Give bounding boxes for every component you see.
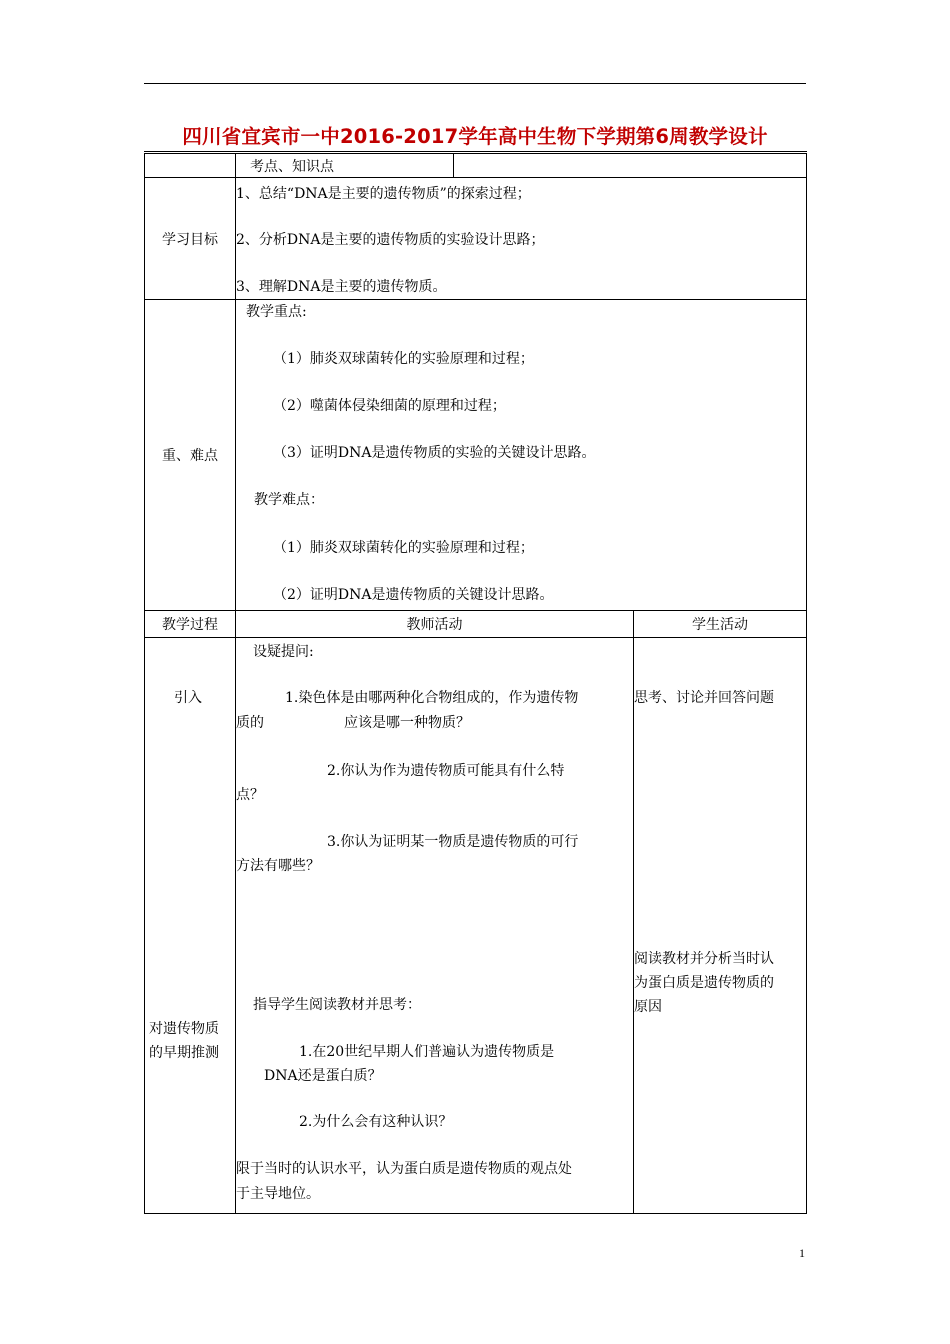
student-activity-cell xyxy=(634,638,807,1214)
focus-item: （1）肺炎双球菌转化的实验原理和过程； xyxy=(273,351,534,367)
objectives-label: 学习目标 xyxy=(162,231,218,248)
key-points-row xyxy=(145,300,807,611)
intro-question-line: 点？ xyxy=(236,787,264,803)
early-answer-line: 于主导地位。 xyxy=(236,1186,320,1202)
intro-question-line: 1.染色体是由哪两种化合物组成的，作为遗传物 xyxy=(285,690,579,706)
difficulty-item: （1）肺炎双球菌转化的实验原理和过程； xyxy=(273,540,534,556)
process-content-row xyxy=(145,638,807,1214)
intro-question-line: 应该是哪一种物质？ xyxy=(344,715,470,731)
objective-item: 2、分析DNA是主要的遗传物质的实验设计思路； xyxy=(236,232,545,248)
reading-guide: 指导学生阅读教材并思考： xyxy=(253,997,421,1013)
intro-question-line: 质的 xyxy=(236,715,264,731)
intro-question-line: 方法有哪些？ xyxy=(236,858,320,874)
intro-question-line: 3.你认为证明某一物质是遗传物质的可行 xyxy=(327,834,579,850)
intro-question-line: 2.你认为作为遗传物质可能具有什么特 xyxy=(327,763,565,779)
early-student-line: 为蛋白质是遗传物质的 xyxy=(634,975,774,991)
early-student-line: 原因 xyxy=(634,999,662,1015)
focus-item: （2）噬菌体侵染细菌的原理和过程； xyxy=(273,398,506,414)
lesson-plan-table xyxy=(144,151,807,1214)
objective-item: 1、总结“DNA是主要的遗传物质”的探索过程； xyxy=(236,186,531,202)
difficulty-item: （2）证明DNA是遗传物质的关键设计思路。 xyxy=(273,587,554,603)
question-heading: 设疑提问: xyxy=(253,644,314,660)
early-question-line: DNA还是蛋白质？ xyxy=(264,1068,382,1084)
early-answer-line: 限于当时的认识水平，认为蛋白质是遗传物质的观点处 xyxy=(236,1161,572,1177)
early-student-line: 阅读教材并分析当时认 xyxy=(634,951,774,967)
knowledge-points-content-cell xyxy=(454,153,807,178)
intro-label: 引入 xyxy=(174,690,202,706)
early-question-line: 2.为什么会有这种认识？ xyxy=(299,1114,453,1130)
header-rule xyxy=(144,83,806,84)
key-points-label: 重、难点 xyxy=(162,448,218,464)
process-header-col1: 教学过程 xyxy=(162,617,218,633)
focus-item: （3）证明DNA是遗传物质的实验的关键设计思路。 xyxy=(273,445,596,461)
objectives-label-cell xyxy=(145,178,236,300)
knowledge-points-label: 考点、知识点 xyxy=(250,158,334,175)
focus-heading: 教学重点: xyxy=(246,304,307,320)
process-header-row xyxy=(145,611,807,638)
page-number: 1 xyxy=(799,1246,805,1260)
objective-item: 3、理解DNA是主要的遗传物质。 xyxy=(236,279,447,295)
document-title: 四川省宜宾市一中2016-2017学年高中生物下学期第6周教学设计 xyxy=(182,125,768,148)
stage-label-cell xyxy=(145,638,236,1214)
objectives-row xyxy=(145,178,807,300)
teacher-activity-cell xyxy=(236,638,634,1214)
knowledge-points-row xyxy=(145,153,807,178)
process-header-col3: 学生活动 xyxy=(692,617,748,633)
early-question-line: 1.在20世纪早期人们普遍认为遗传物质是 xyxy=(299,1044,555,1060)
difficulty-heading: 教学难点： xyxy=(254,492,324,508)
early-label-line: 对遗传物质 xyxy=(149,1021,219,1037)
knowledge-points-empty-cell xyxy=(145,153,236,178)
intro-student-activity: 思考、讨论并回答问题 xyxy=(634,690,774,706)
early-label-line: 的早期推测 xyxy=(149,1045,219,1061)
process-header-col2: 教师活动 xyxy=(406,617,463,633)
key-points-label-cell xyxy=(145,300,236,611)
